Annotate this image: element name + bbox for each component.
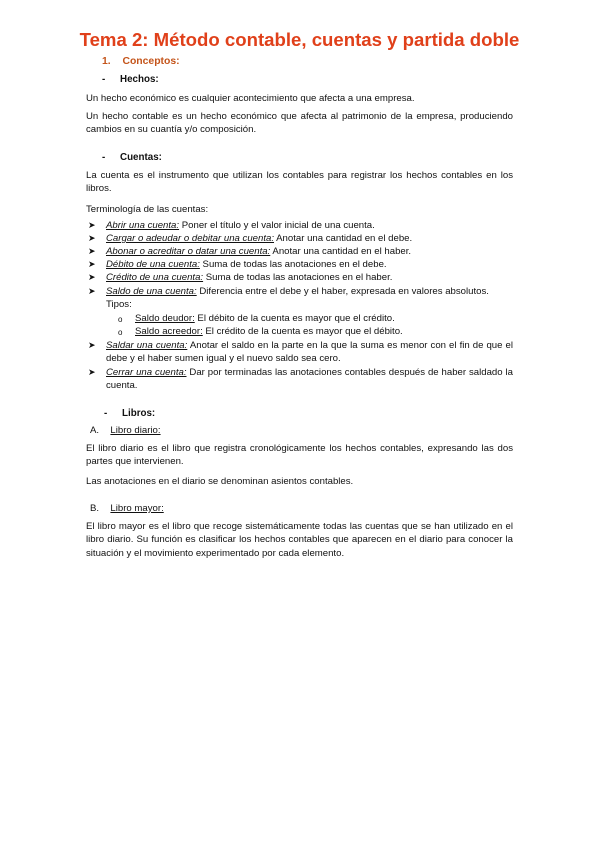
dash-marker: -: [102, 74, 106, 85]
section-number: 1.: [102, 56, 111, 67]
arrow-bullet-icon: ➤: [88, 286, 96, 296]
definition: Suma de todas las anotaciones en el debe.: [199, 259, 387, 270]
subheading-label: Cuentas:: [120, 152, 162, 163]
paragraph-hecho-economico: Un hecho económico es cualquier acontecimiento que afecta a una empresa.: [86, 93, 415, 104]
sub-list-item: [135, 325, 403, 338]
paragraph-hecho-contable: Un hecho contable es un hecho económico que afecta al patrimonio de la empresa, produciendo cambios en su cuantía y/o composición.: [86, 111, 513, 136]
dash-marker: -: [104, 408, 108, 419]
letter-marker: A.: [90, 425, 100, 436]
definition: Suma de todas las anotaciones en el haber.: [203, 272, 393, 283]
term: Saldo deudor:: [135, 313, 195, 324]
list-item: [106, 285, 513, 298]
subheading-cuentas: [102, 151, 162, 164]
section-label: Conceptos:: [122, 56, 180, 67]
heading-libro-diario: [90, 424, 161, 437]
circle-bullet-icon: o: [118, 328, 123, 337]
sub-list-item: [135, 312, 395, 325]
arrow-bullet-icon: ➤: [88, 220, 96, 230]
page-title: Tema 2: Método contable, cuentas y partida doble: [79, 29, 520, 50]
term: Abrir una cuenta:: [106, 220, 180, 231]
circle-bullet-icon: o: [118, 315, 123, 324]
dash-marker: -: [102, 152, 106, 163]
subheading-libros: [104, 407, 155, 420]
subheading-label: Libros:: [122, 408, 156, 419]
list-item: [106, 232, 513, 245]
term: Débito de una cuenta:: [106, 259, 200, 270]
paragraph-cuenta: La cuenta es el instrumento que utilizan los contables para registrar los hechos contables en los libros.: [86, 170, 513, 195]
subheading-hechos: [102, 73, 159, 86]
section-heading-conceptos: [102, 55, 180, 68]
definition: Poner el título y el valor inicial de una cuenta.: [179, 220, 375, 231]
term: Saldo acreedor:: [135, 326, 203, 337]
paragraph-libro-diario: El libro diario es el libro que registra cronológicamente los hechos contables, expresando las dos partes que intervienen.: [86, 443, 513, 468]
paragraph-asientos: Las anotaciones en el diario se denominan asientos contables.: [86, 476, 354, 487]
definition: El crédito de la cuenta es mayor que el débito.: [202, 326, 403, 337]
subheading-label: Hechos:: [120, 74, 159, 85]
list-item: [106, 258, 513, 271]
term: Cargar o adeudar o debitar una cuenta:: [106, 233, 275, 244]
arrow-bullet-icon: ➤: [88, 367, 96, 377]
heading-libro-mayor: [90, 502, 164, 515]
list-item: [106, 245, 513, 258]
term: Saldo de una cuenta:: [106, 286, 197, 297]
paragraph-libro-mayor: El libro mayor es el libro que recoge sistemáticamente todas las cuentas que se han utilizado en el libro diario. Su función es clasificar los hechos contables que aparecen en el diario para conocer la situación y el movimiento experimentado por cada elemento.: [86, 521, 513, 559]
arrow-bullet-icon: ➤: [88, 259, 96, 269]
definition: Diferencia entre el debe y el haber, expresada en valores absolutos.: [196, 286, 489, 297]
list-item: [106, 219, 513, 232]
list-item: [106, 339, 513, 366]
list-item: [106, 271, 513, 284]
term: Crédito de una cuenta:: [106, 272, 204, 283]
term: Abonar o acreditar o datar una cuenta:: [106, 246, 271, 257]
definition: Anotar el saldo en la parte en la que la suma es menor con el fin de que el debe y el haber sumen igual y el nuevo saldo sea cero.: [106, 340, 513, 365]
heading-label: Libro mayor:: [110, 503, 164, 514]
tipos-label: Tipos:: [106, 299, 132, 310]
list-item: [106, 366, 513, 393]
heading-label: Libro diario:: [110, 425, 161, 436]
term: Saldar una cuenta:: [106, 340, 188, 351]
arrow-bullet-icon: ➤: [88, 246, 96, 256]
definition: Anotar una cantidad en el haber.: [270, 246, 412, 257]
letter-marker: B.: [90, 503, 100, 514]
arrow-bullet-icon: ➤: [88, 272, 96, 282]
definition: Dar por terminadas las anotaciones contables después de haber saldado la cuenta.: [106, 367, 513, 392]
definition: Anotar una cantidad en el debe.: [274, 233, 413, 244]
terminology-label: Terminología de las cuentas:: [86, 204, 209, 215]
arrow-bullet-icon: ➤: [88, 340, 96, 350]
term: Cerrar una cuenta:: [106, 367, 187, 378]
arrow-bullet-icon: ➤: [88, 233, 96, 243]
definition: El débito de la cuenta es mayor que el crédito.: [194, 313, 395, 324]
